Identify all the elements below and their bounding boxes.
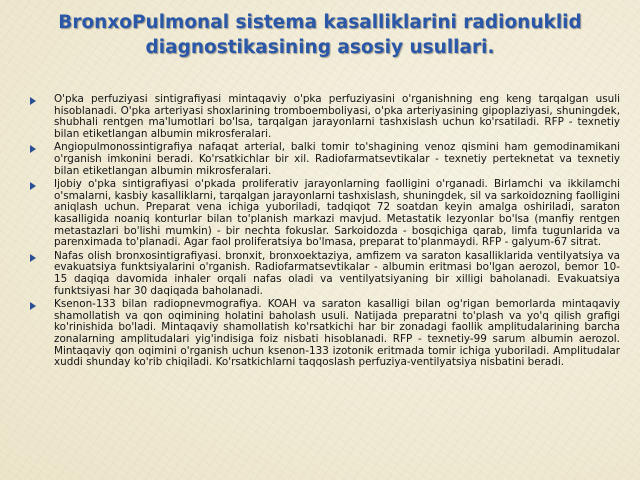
bullet-list — [22, 94, 620, 371]
list-item — [22, 94, 620, 141]
bullet-text: O'pka perfuziyasi sintigrafiyasi mintaqaviy o'pka perfuziyasini o'rganishning eng keng tarqalgan usuli hisoblanadi. O'pka arteriyasi shoxlarining tromboemboliyasi, o'pka arteriyasining gipoplaziyasi, shuningdek, shubhali rentgen ma'lumotlari bo'lsa, tarqalgan jarayonlarni tashxislash uchun ko'rsatiladi. RFP - texnetiy bilan etiketlangan albumin mikrosferalari. — [54, 93, 620, 141]
bullet-text: Nafas olish bronxosintigrafiyasi. bronxit, bronxoektaziya, amfizem va saraton kasalliklarida ventilyatsiya va evakuatsiya funktsiyalarini o'rganish. Radiofarmatsevtikalar - albumin eritmasi bo'lgan aerozol, bemor 10-15 daqiqa davomida inhaler orqali nafas oladi va ventilyatsiyaning bir xilligi baholanadi. Evakuatsiya funktsiyasi har 30 daqiqada baholanadi. — [54, 249, 620, 297]
bullet-text: Ksenon-133 bilan radiopnevmografiya. KOAH va saraton kasalligi bilan og'rigan bemorlarda mintaqaviy shamollatish va qon oqimining holatini baholash usuli. Natijada preparatni to'plash va yo'q qilish grafigi ko'rinishida bo'ladi. Mintaqaviy shamollatish ko'rsatkichi har bir zonadagi faollik amplitudalarining barcha zonalarning amplitudalari yig'indisiga foiz nisbati hisoblanadi. RFP - texnetiy-99 sarum albumin aerozol. Mintaqaviy qon oqimini o'rganish uchun ksenon-133 izotonik eritmada tomir ichiga yuboriladi. Amplitudalar xuddi shunday ko'rib chiqiladi. Ko'rsatkichlarni taqqoslash perfuziya-ventilyatsiya nisbatini beradi. — [54, 297, 620, 369]
slide-title: BronxoPulmonal sistema kasalliklarini radionuklid diagnostikasining asosiy usullari. — [58, 12, 582, 58]
triangle-bullet-icon — [30, 145, 36, 153]
triangle-bullet-icon — [30, 254, 36, 262]
triangle-bullet-icon — [30, 182, 36, 190]
list-item — [22, 142, 620, 177]
bullet-text: Angiopulmonossintigrafiya nafaqat arterial, balki tomir to'shagining venoz qismini ham gemodinamikani o'rganish imkonini beradi. Ko'rsatkichlar bir xil. Radiofarmatsevtikalar - texnetiy perteknetat va texnetiy bilan etiketlangan albumin mikrosferalari. — [54, 141, 620, 177]
triangle-bullet-icon — [30, 97, 36, 105]
triangle-bullet-icon — [30, 302, 36, 310]
list-item — [22, 299, 620, 369]
list-item — [22, 179, 620, 249]
bullet-text: Ijobiy o'pka sintigrafiyasi o'pkada proliferativ jarayonlarning faolligini o'rganadi. Birlamchi va ikkilamchi o'smalarni, kasbiy kasalliklarni, tarqalgan jarayonlarni tashxislash, shuningdek, sil va sarkoidozning faolligini aniqlash uchun. Preparat vena ichiga yuboriladi, tadqiqot 72 soatdan keyin amalga oshiriladi, saraton kasalligida noaniq konturlar bilan to'planish markazi mavjud. Metastatik lezyonlar bo'lsa (manfiy rentgen metastazlari bo'lishi mumkin) - bir nechta fokuslar. Sarkoidozda - bosqichiga qarab, limfa tugunlarida va parenximada to'planadi. Agar faol proliferatsiya bo'lmasa, preparat to'planmaydi. RFP - galyum-67 sitrat. — [54, 177, 620, 249]
list-item — [22, 251, 620, 298]
